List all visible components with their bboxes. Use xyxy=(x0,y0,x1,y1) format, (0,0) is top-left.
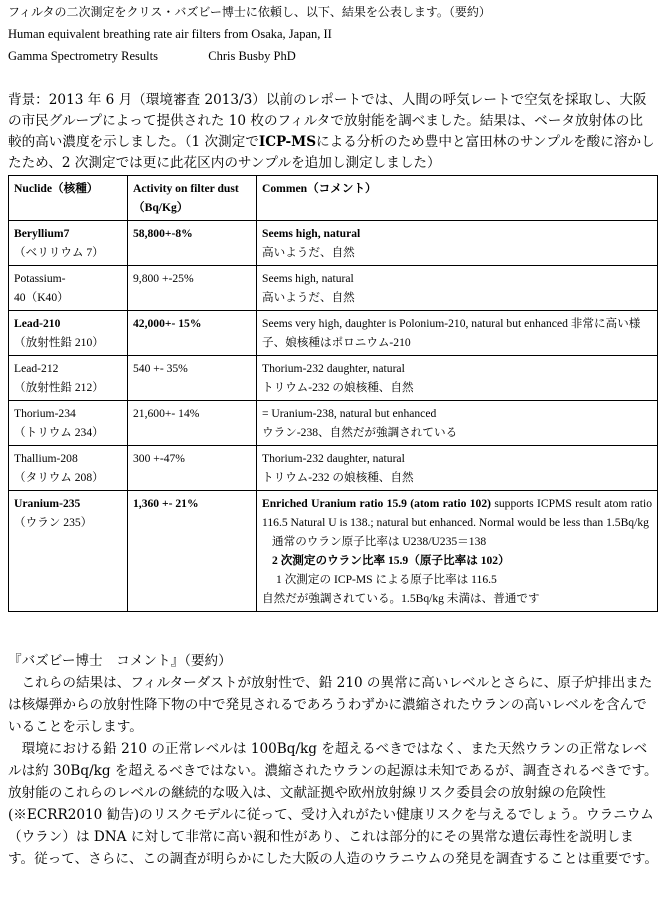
nuclide-name: Lead-210 xyxy=(14,317,61,330)
icpms-bold: ICP-MS xyxy=(258,134,317,150)
nuclide-name-jp: （ウラン 235） xyxy=(14,516,93,529)
comment-en: Thorium-232 daughter, natural xyxy=(262,362,405,375)
activity-value: 1,360 +- 21% xyxy=(128,491,257,612)
nuclide-name: Uranium-235 xyxy=(14,497,81,510)
activity-value: 9,800 +-25% xyxy=(128,266,257,311)
background-paragraph xyxy=(8,90,656,174)
activity-value: 21,600+- 14% xyxy=(128,401,257,446)
busby-comment-section xyxy=(8,650,658,870)
nuclide-name-jp: （放射性鉛 212） xyxy=(14,381,104,394)
activity-value: 58,800+-8% xyxy=(128,221,257,266)
results-label: Gamma Spectrometry Results xyxy=(8,49,158,63)
header-subtitle xyxy=(8,48,296,64)
table-row xyxy=(9,491,658,612)
uranium-first-ratio: 1 次測定の ICP-MS による原子比率は 116.5 xyxy=(276,573,497,586)
nuclide-name-jp: （ベリリウム 7） xyxy=(14,246,104,259)
author-name: Chris Busby PhD xyxy=(208,49,296,63)
table-row xyxy=(9,446,658,491)
table-row xyxy=(9,356,658,401)
uranium-ratio-bold: Enriched Uranium ratio 15.9 (atom ratio 102) xyxy=(262,497,492,510)
comment-jp: トリウム-232 の娘核種、自然 xyxy=(262,381,414,394)
header-comment: Commen（コメント） xyxy=(257,176,658,221)
table-row xyxy=(9,311,658,356)
activity-value: 300 +-47% xyxy=(128,446,257,491)
uranium-comment-en xyxy=(262,494,652,532)
nuclide-name-jp: （放射性鉛 210） xyxy=(14,336,104,349)
nuclide-name-jp: （トリウム 234） xyxy=(14,426,104,439)
nuclide-name: Lead-212 xyxy=(14,362,59,375)
activity-value: 42,000+- 15% xyxy=(128,311,257,356)
comment-paragraph-3: 放射能のこれらのレベルの継続的な吸入は、文献証拠や欧州放射線リスク委員会の放射線の危険性(※ECRR2010 勧告)のリスクモデルに従って、受け入れがたい健康リスクを与えるでしょう。ウラニウム（ウラン）は DNA に対して非常に高い親和性があり、これは部分的にその異常な遺伝毒性を説明します。従って、さらに、この調査が明らかにした大阪の人造のウラニウムの発見を調査することは重要です。 xyxy=(8,785,658,867)
comment-jp: ウラン-238、自然だが強調されている xyxy=(262,426,458,439)
nuclide-name: Beryllium7 xyxy=(14,227,70,240)
table-row xyxy=(9,266,658,311)
comment-en: = Uranium-238, natural but enhanced xyxy=(262,407,437,420)
uranium-second-ratio: 2 次測定のウラン比率 15.9（原子比率は 102） xyxy=(272,554,510,567)
background-text-1: 背景：2013 年 6 月（環境審査 2013/3）以前のレポートでは、人間の呼気レートで空気を採取し、大阪の市民グループによって提供された 10 枚のフィルタで放射能を調べました。結果は、ベータ放射体の比較的高い濃度を示しました。（1 次測定で xyxy=(8,92,647,150)
nuclide-name-jp: 40（K40） xyxy=(14,291,69,304)
nuclide-name: Potassium- xyxy=(14,272,66,285)
comment-jp: トリウム-232 の娘核種、自然 xyxy=(262,471,414,484)
uranium-note: 自然だが強調されている。1.5Bq/kg 未満は、普通です xyxy=(262,592,540,605)
table-row xyxy=(9,401,658,446)
background-text-2: による分析のため豊中と富田林のサンプルを酸に溶かしたため、2 次測定では更に此花区内のサンプルを追加し測定しました） xyxy=(8,134,655,171)
gamma-results-table xyxy=(8,175,658,612)
uranium-ratio-text: supports ICPMS result atom ratio 116.5 Natural U is 138.; natural but enhanced. Normal would be less than 1.5Bq/kg xyxy=(262,497,652,529)
comment-en: Seems high, natural xyxy=(262,272,354,285)
comment-paragraph-2: 環境における鉛 210 の正常レベルは 100Bq/kg を超えるべきではなく、また天然ウランの正常なレベルは約 30Bq/kg を超えるべきではない。濃縮されたウランの起源は未知であるが、調査されるべきです。 xyxy=(8,741,658,779)
comment-en: Seems very high, daughter is Polonium-210, natural but enhanced 非常に高い様子、娘核種はポロニウム-210 xyxy=(262,317,641,349)
comment-en: Seems high, natural xyxy=(262,227,361,240)
header-japanese: フィルタの二次測定をクリス・バズビー博士に依頼し、以下、結果を公表します。（要約） xyxy=(8,5,491,19)
comment-title: 『バズビー博士 コメント』（要約） xyxy=(8,653,232,669)
uranium-natural-ratio: 通常のウラン原子比率は U238/U235＝138 xyxy=(272,535,487,548)
table-header-row xyxy=(9,176,658,221)
nuclide-name: Thallium-208 xyxy=(14,452,78,465)
comment-jp: 高いようだ、自然 xyxy=(262,246,355,259)
header-nuclide: Nuclide（核種） xyxy=(9,176,128,221)
header-english-title: Human equivalent breathing rate air filters from Osaka, Japan, II xyxy=(8,27,332,41)
activity-value: 540 +- 35% xyxy=(128,356,257,401)
comment-jp: 高いようだ、自然 xyxy=(262,291,355,304)
comment-en: Thorium-232 daughter, natural xyxy=(262,452,405,465)
uranium-comment-cell xyxy=(257,491,658,612)
comment-paragraph-1: これらの結果は、フィルターダストが放射性で、鉛 210 の異常に高いレベルとさらに、原子炉排出または核爆弾からの放射性降下物の中で発見されるであろうわずかに濃縮されたウランの高いレベルを含んでいることを示します。 xyxy=(8,675,653,735)
nuclide-name: Thorium-234 xyxy=(14,407,76,420)
table-row xyxy=(9,221,658,266)
nuclide-name-jp: （タリウム 208） xyxy=(14,471,104,484)
header-activity: Activity on filter dust（Bq/Kg） xyxy=(128,176,257,221)
